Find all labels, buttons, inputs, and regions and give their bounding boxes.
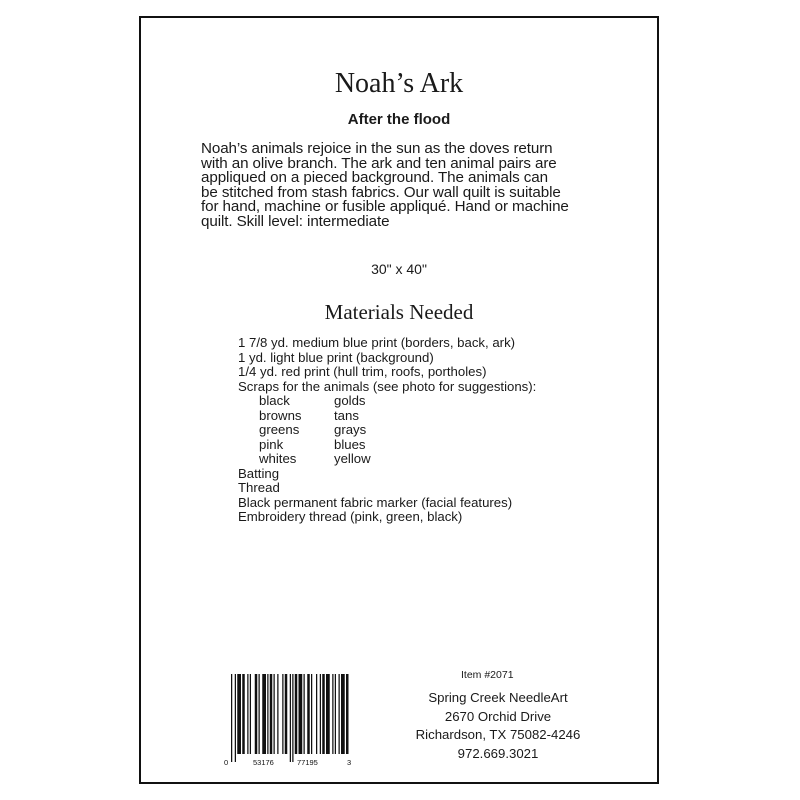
barcode-bar [326, 674, 330, 754]
scrap-color: black [259, 393, 290, 408]
scrap-row [259, 394, 536, 409]
description-line: be stitched from stash fabrics. Our wall quilt is suitable [201, 183, 561, 201]
barcode-bar [299, 674, 303, 754]
barcode-bar [250, 674, 251, 754]
publisher-address [388, 689, 608, 763]
barcode-bar [295, 674, 298, 754]
barcode-bar [274, 674, 275, 754]
barcode-bar [339, 674, 340, 754]
description-line: quilt. Skill level: intermediate [201, 212, 390, 230]
material-item: 1/4 yd. red print (hull trim, roofs, portholes) [238, 364, 487, 379]
scrap-color: pink [259, 436, 284, 452]
barcode-bar [262, 674, 266, 754]
barcode-bar [259, 674, 260, 754]
pattern-title: Noah’s Ark [334, 68, 464, 99]
barcode-bar [285, 674, 288, 754]
material-item: 1 yd. light blue print (background) [238, 349, 434, 365]
barcode-bar [292, 674, 293, 762]
pattern-back-cover [139, 16, 659, 784]
barcode-digit: 3 [347, 758, 352, 767]
materials-list [238, 336, 536, 525]
scrap-colors [238, 394, 536, 467]
material-item: Embroidery thread (pink, green, black) [238, 509, 463, 524]
barcode-bar [237, 674, 241, 754]
barcode-bars [231, 674, 349, 762]
scrap-color: grays [334, 422, 367, 437]
barcode-bar [304, 674, 305, 754]
address-line: 2670 Orchid Drive [444, 708, 552, 724]
description-line: Noah’s animals rejoice in the sun as the doves return [201, 140, 553, 157]
scrap-row [259, 423, 536, 438]
description-line: appliqued on a pieced background. The animals can [201, 169, 548, 187]
barcode-bar [277, 674, 278, 754]
barcode-bar [335, 674, 336, 754]
scrap-color: blues [334, 436, 366, 452]
barcode-bar [311, 674, 312, 754]
scrap-row [259, 438, 536, 453]
barcode-bar [270, 674, 273, 754]
barcode-bar [290, 674, 291, 762]
scrap-color: tans [334, 407, 359, 423]
address-line: 972.669.3021 [457, 745, 539, 761]
address-line: Richardson, TX 75082-4246 [415, 727, 581, 742]
barcode-bar [307, 674, 310, 754]
barcode-bar [231, 674, 232, 762]
barcode-bar [332, 674, 333, 754]
finished-size: 30" x 40" [371, 261, 427, 277]
scrap-color: golds [334, 393, 366, 408]
scrap-color: greens [259, 422, 300, 437]
barcode-bar [316, 674, 317, 754]
upc-barcode [223, 672, 353, 767]
materials-heading: Materials Needed [324, 300, 474, 324]
barcode-bar [247, 674, 248, 754]
barcode-bar [255, 674, 258, 754]
scrap-color: yellow [334, 451, 371, 466]
material-item: 1 7/8 yd. medium blue print (borders, back, ark) [238, 335, 516, 350]
material-item: Black permanent fabric marker (facial features) [238, 494, 513, 510]
barcode-digit: 77195 [297, 758, 318, 767]
barcode-bar [242, 674, 245, 754]
scrap-row [259, 409, 536, 424]
barcode-bar [282, 674, 283, 754]
address-line: Spring Creek NeedleArt [428, 690, 568, 705]
scrap-color: whites [259, 451, 297, 466]
material-item: Scraps for the animals (see photo for suggestions): [238, 378, 537, 394]
pattern-subtitle: After the flood [347, 111, 451, 128]
description-line: with an olive branch. The ark and ten animal pairs are [201, 154, 557, 172]
material-item: Thread [238, 480, 280, 495]
barcode-bar [267, 674, 268, 754]
barcode-bar [341, 674, 345, 754]
description-line: for hand, machine or fusible appliqué. Hand or machine [201, 198, 569, 216]
barcode-bar [235, 674, 236, 762]
material-item: Batting [238, 465, 280, 481]
scrap-row [259, 452, 536, 467]
barcode-bar [322, 674, 325, 754]
barcode-digit: 53176 [253, 758, 274, 767]
barcode-bar [320, 674, 321, 754]
barcode-bar [346, 674, 349, 754]
pattern-description [201, 142, 621, 230]
scrap-color: browns [259, 407, 302, 423]
barcode-digit: 0 [224, 758, 229, 767]
item-number: Item #2071 [461, 669, 514, 681]
